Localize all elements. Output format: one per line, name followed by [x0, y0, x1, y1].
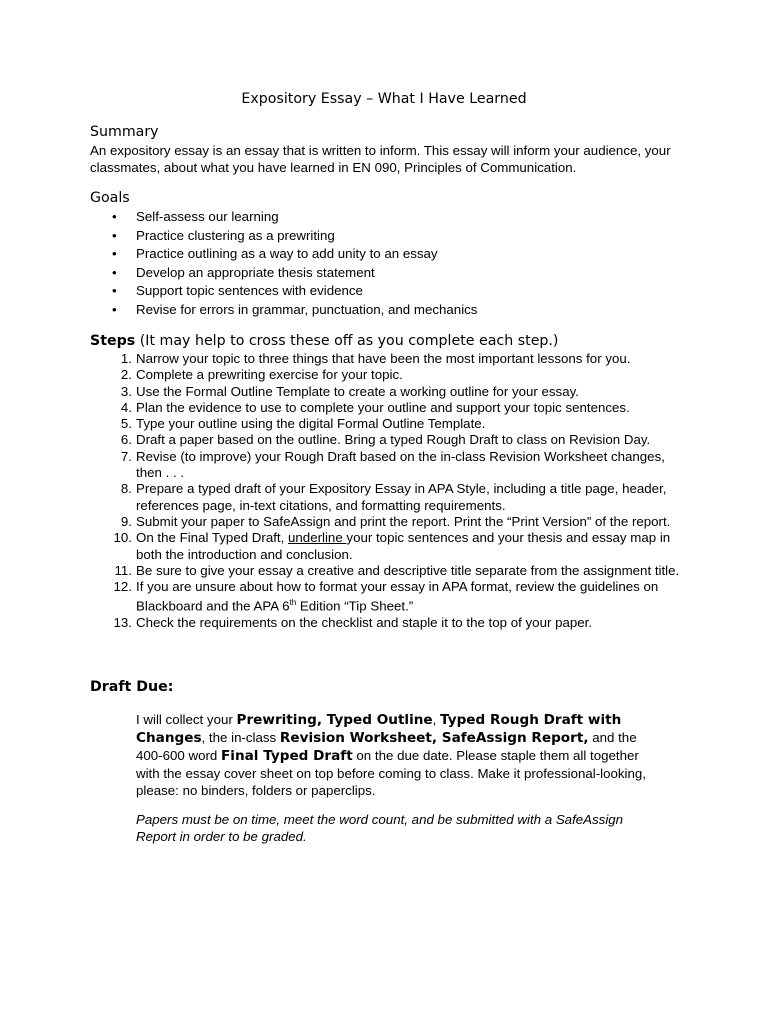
- bullet-icon: •: [112, 209, 117, 224]
- steps-list: [110, 351, 680, 631]
- step-item: 4. Plan the evidence to use to complete your outline and support your topic sentences.: [120, 399, 630, 415]
- document-title: Expository Essay – What I Have Learned: [241, 91, 527, 107]
- step-item: 7. Revise (to improve) your Rough Draft based on the in-class Revision Worksheet changes, then . . .: [120, 448, 665, 481]
- goal-item: • Practice clustering as a prewriting: [112, 227, 335, 243]
- step-item: 8. Prepare a typed draft of your Expository Essay in APA Style, including a title page, header, references page, in-text citations, and formatting requirements.: [120, 481, 667, 513]
- goal-item: • Self-assess our learning: [112, 209, 279, 224]
- goals-list: [112, 208, 477, 319]
- bullet-icon: •: [112, 264, 117, 280]
- goal-item: • Support topic sentences with evidence: [112, 283, 363, 298]
- goal-item: • Revise for errors in grammar, punctuation, and mechanics: [112, 301, 478, 317]
- underlined-text: underline: [288, 530, 347, 546]
- draft-due-heading: Draft Due:: [90, 679, 174, 695]
- step-item: 10. On the Final Typed Draft, underline your topic sentences and your thesis and essay map in both the introduction and conclusion.: [113, 530, 671, 562]
- bullet-icon: •: [112, 283, 117, 298]
- goal-item: • Practice outlining as a way to add unity to an essay: [112, 246, 438, 261]
- step-item: 9. Submit your paper to SafeAssign and print the report. Print the “Print Version” of the report.: [120, 513, 671, 529]
- steps-note: (It may help to cross these off as you complete each step.): [135, 333, 559, 349]
- step-item: 3. Use the Formal Outline Template to create a working outline for your essay.: [120, 383, 579, 399]
- summary-text: An expository essay is an essay that is written to inform. This essay will inform your audience, your classmates, about what you have learned in EN 090, Principles of Communication.: [90, 143, 671, 175]
- draft-due-paragraph: I will collect your Prewriting, Typed Outline, Typed Rough Draft with Changes, the in-class Revision Worksheet, SafeAssign Report, and the 400-600 word Final Typed Draft on the due date. Please staple them all together with the essay cover sheet on top before coming to class. Make it professional-looking, please: no binders, folders or paperclips.: [136, 712, 646, 798]
- step-item: 12. If you are unsure about how to format your essay in APA format, review the guidelines on Blackboard and the APA 6th Edition “Tip Sheet.”: [113, 579, 659, 614]
- goal-item: • Develop an appropriate thesis statement: [112, 264, 375, 280]
- bullet-icon: •: [112, 301, 117, 317]
- bullet-icon: •: [112, 246, 117, 261]
- step-item: 1. Narrow your topic to three things that have been the most important lessons for you.: [120, 351, 631, 366]
- bullet-icon: •: [112, 227, 117, 243]
- grading-note: Papers must be on time, meet the word count, and be submitted with a SafeAssign Report in order to be graded.: [136, 812, 624, 844]
- step-item: 6. Draft a paper based on the outline. Bring a typed Rough Draft to class on Revision Day.: [120, 432, 651, 448]
- step-item: 2. Complete a prewriting exercise for your topic.: [120, 367, 403, 383]
- goals-heading: Goals: [90, 190, 130, 206]
- step-item: 11. Be sure to give your essay a creative and descriptive title separate from the assignment title.: [114, 562, 680, 578]
- step-item: 13. Check the requirements on the checklist and staple it to the top of your paper.: [113, 615, 593, 631]
- step-item: 5. Type your outline using the digital Formal Outline Template.: [120, 416, 486, 432]
- summary-heading: Summary: [90, 124, 159, 140]
- steps-heading: Steps (It may help to cross these off as you complete each step.): [90, 333, 559, 349]
